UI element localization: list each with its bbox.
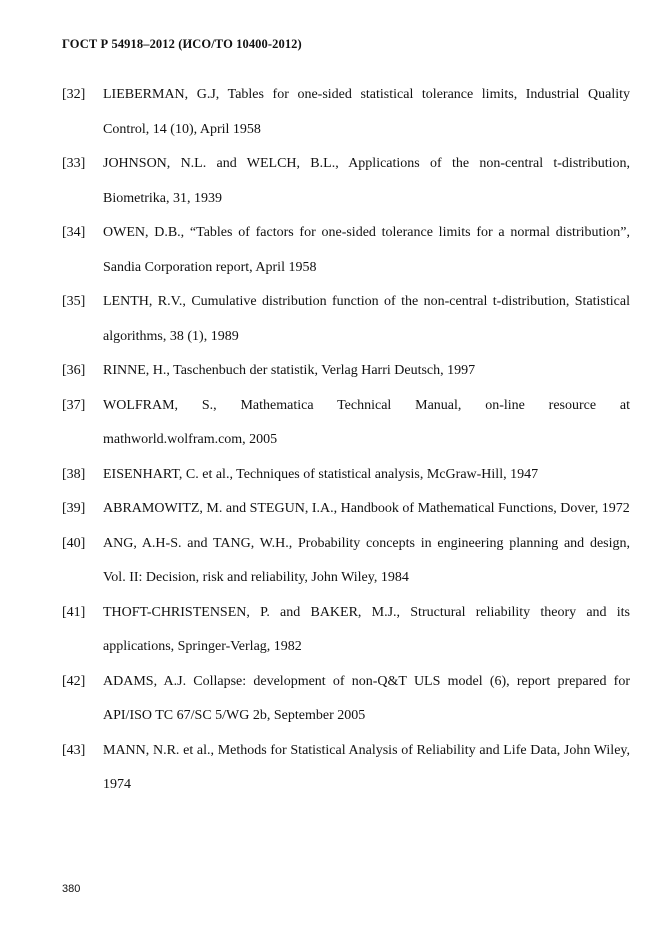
reference-item [62,596,630,665]
reference-number: [43] [62,742,86,758]
reference-number: [41] [62,604,86,620]
document-header: ГОСТ Р 54918–2012 (ИСО/ТО 10400-2012) [62,37,302,51]
reference-number: [39] [62,501,86,516]
reference-item [62,389,630,458]
reference-text: RINNE, H., Taschenbuch der statistik, Verlag Harri Deutsch, 1997 [103,363,476,378]
reference-text: LENTH, R.V., Cumulative distribution function of the non-central t-distribution, Statistical algorithms, 38 (1), 1989 [103,294,630,344]
reference-item [62,78,630,147]
reference-text: EISENHART, C. et al., Techniques of statistical analysis, McGraw-Hill, 1947 [103,466,539,482]
reference-item [62,734,630,803]
reference-number: [37] [62,397,86,413]
reference-item [62,492,630,527]
reference-text: MANN, N.R. et al., Methods for Statistical Analysis of Reliability and Life Data, John Wiley, 1974 [103,742,630,792]
reference-number: [33] [62,156,86,171]
reference-item [62,527,630,596]
reference-text: THOFT-CHRISTENSEN, P. and BAKER, M.J., Structural reliability theory and its applications, Springer-Verlag, 1982 [103,604,630,654]
reference-number: [40] [62,535,86,551]
reference-text: JOHNSON, N.L. and WELCH, B.L., Applications of the non-central t-distribution, Biometrika, 31, 1939 [103,156,630,206]
reference-item [62,458,630,493]
page-number: 380 [62,883,81,895]
reference-text: OWEN, D.B., “Tables of factors for one-sided tolerance limits for a normal distribution”, Sandia Corporation report, April 1958 [103,225,630,275]
reference-item [62,354,630,389]
reference-item [62,216,630,285]
reference-number: [42] [62,673,86,689]
reference-number: [38] [62,466,86,482]
reference-number: [35] [62,294,86,309]
reference-item [62,147,630,216]
reference-item [62,285,630,354]
reference-text: ANG, A.H-S. and TANG, W.H., Probability concepts in engineering planning and design, Vol. II: Decision, risk and reliability, John Wiley, 1984 [103,535,630,585]
reference-number: [36] [62,363,86,378]
reference-text: ADAMS, A.J. Collapse: development of non-Q&T ULS model (6), report prepared for API/ISO TC 67/SC 5/WG 2b, September 2005 [103,673,630,723]
reference-list [62,78,630,803]
reference-text: ABRAMOWITZ, M. and STEGUN, I.A., Handbook of Mathematical Functions, Dover, 1972 [103,501,630,516]
reference-number: [34] [62,225,86,240]
reference-item [62,665,630,734]
reference-text: WOLFRAM, S., Mathematica Technical Manual, on-line resource at mathworld.wolfram.com, 2005 [103,397,630,447]
reference-text: LIEBERMAN, G.J, Tables for one-sided statistical tolerance limits, Industrial Quality Control, 14 (10), April 1958 [103,87,630,137]
reference-number: [32] [62,87,86,102]
